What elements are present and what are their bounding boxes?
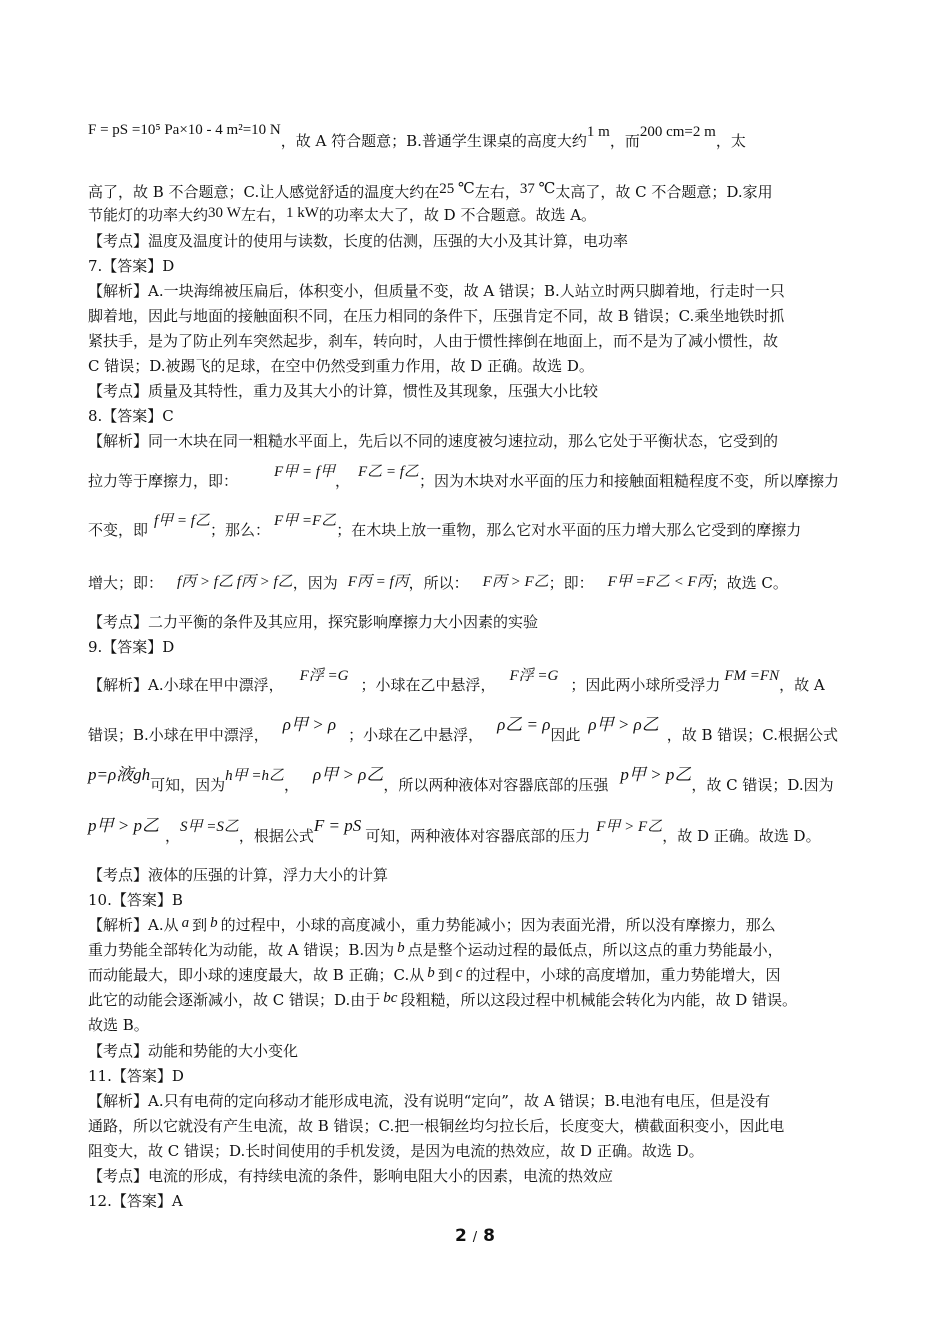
math: F甲 > F乙: [596, 819, 663, 835]
text-span: 节能灯的功率大约: [88, 206, 209, 224]
text-span: ；小球在乙中悬浮，: [348, 726, 484, 744]
total-pages: 8: [483, 1226, 495, 1246]
text-span: ，所以：: [408, 574, 469, 592]
text-line: [88, 989, 868, 1012]
text-line: [88, 464, 868, 493]
answer-line: 8.【答案】C: [88, 407, 174, 425]
text-span: 此它的动能会逐渐减小，故 C 错误；D.由于: [88, 991, 381, 1009]
math: F浮 =G: [509, 668, 559, 684]
text-span: ，故 C 错误；D.因为: [691, 776, 834, 794]
math: ρ甲 > ρ: [282, 715, 337, 734]
math: S甲 =S乙: [180, 819, 239, 835]
math: F甲 = f甲: [274, 464, 335, 480]
kaodian-line: 【考点】液体的压强的计算，浮力大小的计算: [88, 866, 389, 884]
text-line: [88, 914, 868, 937]
text-span: 因此: [550, 726, 581, 744]
text-line: 【解析】A.一块海绵被压扁后，体积变小，但质量不变，故 A 错误；B.人站立时两只脚着地，行走时一只: [88, 282, 785, 300]
math: c: [455, 965, 463, 981]
text-line: [88, 122, 868, 153]
text-line: [88, 668, 868, 697]
text-span: ，而: [609, 132, 640, 150]
text-span: ；因为木块对水平面的压力和接触面粗糙程度不变，所以摩擦力: [418, 472, 839, 490]
text-line: [88, 964, 868, 987]
text-span: ；故选 C。: [711, 574, 788, 592]
math: b: [397, 940, 405, 956]
text-span: ；即：: [548, 574, 594, 592]
math: F丙 > F乙: [482, 574, 549, 590]
text-line: [88, 572, 868, 595]
text-span: 左右，: [240, 206, 286, 224]
value: 37 ℃: [519, 181, 556, 197]
answer-line: 10.【答案】B: [88, 891, 183, 909]
math: F甲 =F乙 < F丙: [607, 574, 712, 590]
math: p=ρ液gh: [88, 765, 151, 784]
value: 1 kW: [285, 205, 319, 221]
kaodian-line: 【考点】电流的形成，有持续电流的条件，影响电阻大小的因素，电流的热效应: [88, 1167, 614, 1185]
text-span: 【解析】A.从: [88, 916, 179, 934]
text-span: ，因为: [292, 574, 338, 592]
text-line: 【解析】A.只有电荷的定向移动才能形成电流，没有说明“定向”，故 A 错误；B.电池有电压，但是没有: [88, 1092, 771, 1110]
text-span: 而动能最大，即小球的速度最大，故 B 正确；C.从: [88, 966, 425, 984]
answer-line: 9.【答案】D: [88, 638, 175, 656]
kaodian-line: 【考点】质量及其特性，重力及其大小的计算，惯性及其现象，压强大小比较: [88, 382, 599, 400]
kaodian-line: 【考点】二力平衡的条件及其应用，探究影响摩擦力大小因素的实验: [88, 613, 539, 631]
text-span: 段粗糙，所以这段过程中机械能会转化为内能，故 D 错误。: [400, 991, 798, 1009]
math: F浮 =G: [299, 668, 349, 684]
math: ρ乙 = ρ: [497, 715, 551, 734]
answer-line: 11.【答案】D: [88, 1067, 184, 1085]
text-line: 阻变大，故 C 错误；D.长时间使用的手机发烫，是因为电流的热效应，故 D 正确。故选 D。: [88, 1142, 704, 1160]
text-line: 通路，所以它就没有产生电流，故 B 错误；C.把一根铜丝均匀拉长后，长度变大，横截面积变小，因此电: [88, 1117, 785, 1135]
text-span: 太高了，故 C 不合题意；D.家用: [555, 183, 773, 201]
text-line: 故选 B。: [88, 1016, 149, 1034]
math: F = pS: [313, 816, 362, 835]
value: 1 m: [586, 124, 610, 140]
text-line: 紧扶手，是为了防止列车突然起步，刹车，转向时，人由于惯性摔倒在地面上，而不是为了减小惯性，故: [88, 332, 779, 350]
text-span: 高了，故 B 不合题意；C.让人感觉舒适的温度大约在: [88, 183, 440, 201]
math: F甲 =F乙: [274, 513, 337, 529]
math: b: [427, 965, 435, 981]
math: ρ甲 > ρ乙: [313, 765, 384, 784]
math: f丙 > f乙 f丙 > f乙: [177, 574, 293, 590]
text-span: 重力势能全部转化为动能，故 A 错误；B.因为: [88, 941, 395, 959]
text-span: 【解析】A.小球在甲中漂浮，: [88, 676, 284, 694]
text-span: ，故 A: [779, 676, 825, 694]
text-span: 的过程中，小球的高度增加，重力势能增大，因: [465, 966, 781, 984]
text-line: [88, 715, 868, 746]
math: p甲 > p乙: [88, 816, 159, 835]
text-line: [88, 513, 868, 542]
text-line: 脚着地，因此与地面的接触面积不同，在压力相同的条件下，压强肯定不同，故 B 错误；C.乘坐地铁时抓: [88, 307, 785, 325]
text-line: C 错误；D.被踢飞的足球，在空中仍然受到重力作用，故 D 正确。故选 D。: [88, 357, 594, 375]
text-span: 左右，: [474, 183, 520, 201]
current-page: 2: [455, 1226, 467, 1246]
text-span: 到: [437, 966, 453, 984]
text-span: ，故 A 符合题意；B.普通学生课桌的高度大约: [280, 132, 587, 150]
text-span: 不变，即: [88, 521, 149, 539]
text-span: 错误；B.小球在甲中漂浮，: [88, 726, 269, 744]
text-span: ，: [284, 776, 300, 794]
answer-line: 7.【答案】D: [88, 257, 175, 275]
text-line: [88, 204, 868, 227]
text-line: [88, 765, 868, 797]
text-span: 点是整个运动过程的最低点，所以这点的重力势能最小，: [407, 941, 783, 959]
math: b: [210, 915, 218, 931]
text-span: ；因此两小球所受浮力: [570, 676, 721, 694]
text-span: ，故 B 错误；C.根据公式: [666, 726, 838, 744]
text-span: 的过程中，小球的高度减小，重力势能减小；因为表面光滑，所以没有摩擦力，那么: [220, 916, 776, 934]
text-span: ，: [164, 827, 180, 845]
text-span: 可知，因为: [150, 776, 226, 794]
math: bc: [383, 990, 398, 1006]
math: h甲 =h乙: [225, 768, 285, 784]
math: p甲 > p乙: [620, 765, 692, 784]
text-span: 到: [192, 916, 208, 934]
math: FM =FN: [724, 668, 780, 684]
value: 25 ℃: [439, 181, 475, 197]
text-span: ；小球在乙中悬浮，: [360, 676, 496, 694]
text-span: 可知，两种液体对容器底部的压力: [365, 827, 591, 845]
text-line: [88, 181, 868, 204]
text-span: ；那么：: [209, 521, 270, 539]
page-separator: /: [472, 1230, 478, 1245]
text-span: ，故 D 正确。故选 D。: [662, 827, 821, 845]
page-number: [0, 1226, 950, 1246]
text-line: [88, 939, 868, 962]
kaodian-line: 【考点】温度及温度计的使用与读数，长度的估测，压强的大小及其计算，电功率: [88, 232, 629, 250]
text-span: ，太: [715, 132, 746, 150]
text-span: 的功率太大了，故 D 不合题意。故选 A。: [318, 206, 597, 224]
value: 30 W: [208, 205, 241, 221]
kaodian-line: 【考点】动能和势能的大小变化: [88, 1042, 299, 1060]
math: f甲 = f乙: [154, 513, 210, 529]
text-line: [88, 816, 868, 848]
math: ρ甲 > ρ乙: [588, 715, 659, 734]
text-span: 拉力等于摩擦力，即：: [88, 472, 239, 490]
math: F丙 = f丙: [347, 574, 409, 590]
value: 200 cm=2 m: [639, 124, 716, 140]
text-span: 增大；即：: [88, 574, 164, 592]
text-span: ；在木块上放一重物，那么它对水平面的压力增大那么它受到的摩擦力: [336, 521, 802, 539]
answer-line: 12.【答案】A: [88, 1192, 183, 1210]
text-span: ，根据公式: [238, 827, 314, 845]
math: a: [181, 915, 190, 931]
math: F乙 = f乙: [357, 464, 419, 480]
pressure-formula: F = pS =10⁵ Pa×10 - 4 m²=10 N: [88, 122, 281, 138]
text-line: 【解析】同一木块在同一粗糙水平面上，先后以不同的速度被匀速拉动，那么它处于平衡状态，它受到的: [88, 432, 779, 450]
text-span: ，: [334, 472, 350, 490]
text-span: ，所以两种液体对容器底部的压强: [383, 776, 609, 794]
